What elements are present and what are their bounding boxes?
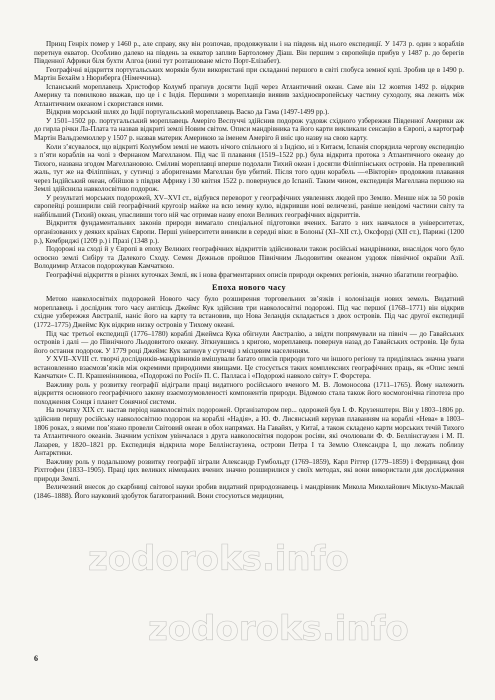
paragraph: Величезний внесок до скарбниці світової науки зробив видатний природознавець і мандрівник Микола Миколайович Міклухо-Маклай (1846–1888). Його науковий здобуток багатогранний. Вони стосуються медицини, xyxy=(34,483,464,500)
paragraph: Географічні відкриття в різних куточках Землі, як і нова фрагментарних описів природи окремих регіонів, значно збагатили географію. xyxy=(46,270,459,279)
paragraph: Іспанський мореплавець Христофор Колумб прагнув досягти Індії через Атлантичний океан. Саме він 12 жовтня 1492 р. відкрив Америку та помилково вважав, що це і є Індія. Першими з мореплавців виявив західноєвропейську частину суходолу, яка лежить між Атлантичним океаном і скористався ними. xyxy=(34,82,464,108)
paragraph: Важливу роль у розвитку географії відіграли праці видатного російського вченого М. В. Ломоносова (1711–1765). Йому належить відкриття основного географічного закону взаємозумовленості компонентів природи. Відомою стала також його космогонічна гіпотеза про походження Сонця і планет Сонячної системи. xyxy=(34,380,464,406)
watermark-text: zodoroks.info xyxy=(88,540,349,579)
paragraph: Географічні відкриття португальських моряків були використані при складанні першого в світі глобуса земної кулі. Зробив це в 1490 р. Мартін Бехайм з Нюрнберга (Німеччина). xyxy=(34,65,464,83)
watermark-text: zodoroks.info xyxy=(148,609,409,649)
paragraph: Коли з’ясувалося, що відкриті Колумбом землі не мають нічого спільного зі з Індією, ні з Китаєм, Іспанія спорядила чергову експедицію з п’яти кораблів на чолі з Фернаном Магелланом. Під час її плавання (1519–1522 рр.) була відкрита протока з Атлантичного океану до Тихого, названа згодом Магеллановою. Сміливі мореплавці вперше подолали Тихий океан і досягли Філіппінських островів. На превеликий жаль, тут же на Філіппінах, у сутичці з аборигенами Магеллан був убитий. Після того один корабель —«Вікторія» продовжив плавання через Індійський океан, обійшов з півдня Африку і 30 квітня 1522 р. повернувся до Іспанії. Таким чином, експедиція Магеллана першою на Землі здійснила навколосвітню подорож. xyxy=(34,142,464,194)
paragraph: У XVII–XVIII ст. творчі дослідників-мандрівників вмішували багато описів природи того чи іншого регіону та приділялась значна уваги встановленню взаємозв’язків між окремими природними явищами. Це стосується таких комплексних географічних праць, як «Опис землі Камчатки» С. П. Крашенінникова, «Подорожі по Росії» П. С. Палласа і «Подорожі навколо світу» Г. Форстера. xyxy=(34,355,464,381)
paragraph: Важливу роль у подальшому розвитку географії зіграли Александр Гумбольдт (1769–1859), Карл Ріттер (1779–1859) і Фердинанд фон Ріхтгофен (1833–1905). Праці цих великих німецьких вчених значно розширилися у своїх методах, які вони використали для дослідження природи Землі. xyxy=(34,457,464,483)
paragraph: Принц Генріх помер у 1460 р., але справу, яку він розпочав, продовжували і на південь від нього експедиції. У 1473 р. один з кораблів перетнув екватор. Особливо далеко на південь за екватор заплив Бартоломеу Діаш. Він першим з європейців прибув у 1487 р. до берегів Південної Африки біля бухти Алгоа (нині тут розташоване місто Порт-Елізабет). xyxy=(34,40,464,66)
paragraph: У результаті морських подорожей, XV–XVI ст., відбувся переворот у географічних уявленнях людей про Землю. Менше ніж за 50 років європейці розширили свій географічний кругозір майже на всю земну кулю, відкривши нові величезні, раніше невідомі частини світу та найбільший (Тихий) океан, упасливши того ній час отримав назву епохи Великих географічних відкриттів. xyxy=(34,193,464,219)
paragraph: Під час третьої експедиції (1776–1780) кораблі Джеймса Кука обігнули Австралію, а звідти попрямували на північ — до Гавайських островів і далі — до Північного Льодовитого океану. Зіткнувшись з кригою, мореплавець повернув назад до Гавайських островів. Це була його остання подорож. У 1779 році Джеймс Кук загинув у сутичці з місцевим населенням. xyxy=(34,329,464,355)
page-number: 6 xyxy=(34,654,38,663)
paragraph: Відкриття фундаментальних законів природи вимагало спеціальної підготовки вчених. Багато з них навчалося в університетах, організованих у деяких країнах Європи. Перші університети виникли в середні віки: в Болоньї (XI–XII ст.), Оксфорді (XII ст.), Парижі (1200 р.), Кембриджі (1209 р.) і Празі (1348 р.). xyxy=(34,219,464,245)
section-bottom xyxy=(34,295,464,500)
paragraph: Відкрив морський шлях до Індії португальський мореплавець Васко да Гама (1497-1499 рр.). xyxy=(46,108,330,117)
section-heading: Епоха нового часу xyxy=(211,283,287,293)
section-top xyxy=(34,40,464,279)
paragraph: Метою навколосвітніх подорожей Нового часу було розширення торговельних зв’язків і колонізація нових земель. Видатний мореплавець і дослідник того часу англієць Джеймс Кук здійснив три навколосвітні подорожі. Під час першої (1768–1771) він відкрив східне узбережжя Австралії, наніс його на карту та встановив, що Нова Зеландія складається з двох островів. Під час другої експедиції (1772–1775) Джеймс Кук відкрив низку островів у Тихому океані. xyxy=(34,295,464,329)
watermark xyxy=(88,540,418,690)
paragraph: У 1501–1502 рр. португальський мореплавець Амеріго Веспуччі здійснив подорож уздовж східного узбережжя Південної Америки аж до гирла річки Ла-Плата та назвав відкриті землі Новим світом. Описи мандрівника та його карти викликали сенсацію в Європі, а картограф Мартін Вальдземюллер у 1507 р. назвав материк Америкою за іменем Амеріго й вніс цю назву на свою карту. xyxy=(34,116,464,143)
paragraph: Подорожі на сході й у Європі в епоху Великих географічних відкриттів здійснювали також російські мандрівники, внаслідок чого було освоєно землі Сибіру та Далекого Сходу. Семен Дежньов пройшов Північним Льодовитим океаном уздовж північної окраїни Азії. Володимир Атласов подорожував Камчаткою. xyxy=(34,245,464,271)
paragraph: На початку XIX ст. настав період навколосвітніх подорожей. Організатором пер... одорожей був І. Ф. Крузенштерн. Він у 1803–1806 рр. здійснив першу російську навколосвітню подорож на кораблі «Надія», а Ю. Ф. Лисянський керував плаванням на кораблі «Нева» в 1803–1806 роках, з якими пов’язано провели Світовий океан в обох напрямах. На Гавайях, у Китаї, а також складено карти морських течій Тихого та Атлантичного океанів. Значним успіхом увінчалася з друга навколосвітня подорож росіян, які очолювали Ф. Ф. Беллінсгаузен і М. П. Лазарев, у 1820–1821 рр. Експедиція відкрила море Беллінсгаузена, острови Петра І та Землю Олександра І, що лежать поблизу Антарктики. xyxy=(34,406,464,458)
document-page xyxy=(34,40,464,500)
